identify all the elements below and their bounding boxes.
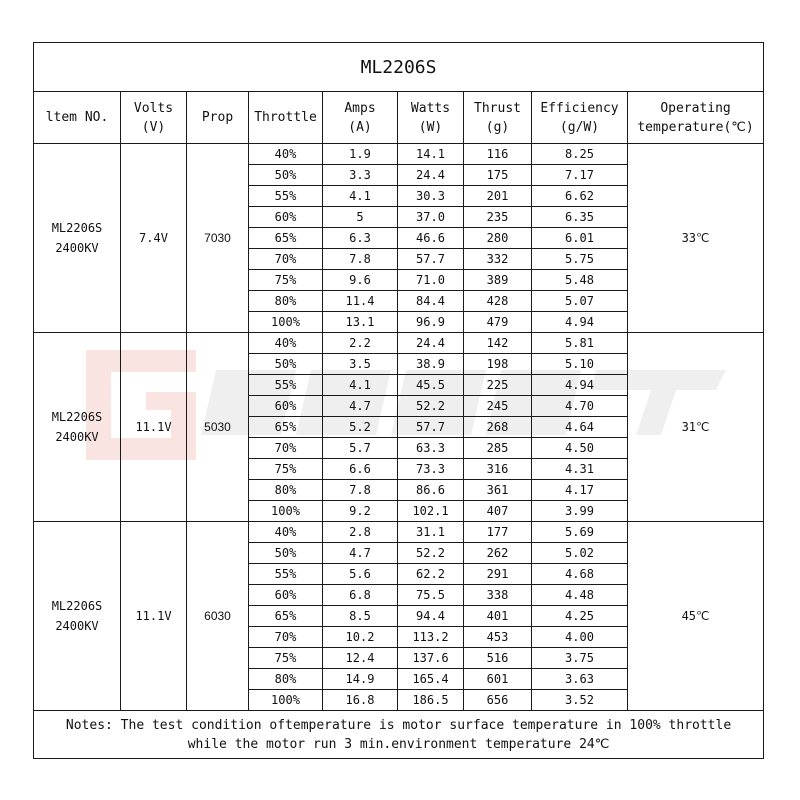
header-line2: (V) [141,119,166,135]
watts-cell: 14.1 [398,144,464,165]
efficiency-cell: 4.50 [532,438,628,459]
amps-cell: 3.5 [323,354,398,375]
efficiency-cell: 5.02 [532,543,628,564]
efficiency-cell: 7.17 [532,165,628,186]
watts-cell: 113.2 [398,627,464,648]
efficiency-cell: 4.68 [532,564,628,585]
watts-cell: 102.1 [398,501,464,522]
watts-cell: 52.2 [398,396,464,417]
throttle-cell: 50% [249,354,323,375]
throttle-cell: 65% [249,417,323,438]
efficiency-cell: 6.62 [532,186,628,207]
throttle-cell: 75% [249,270,323,291]
amps-cell: 4.7 [323,543,398,564]
header-line1: Watts [410,100,451,116]
throttle-cell: 100% [249,690,323,711]
item-no-cell [34,333,121,522]
throttle-cell: 40% [249,333,323,354]
motor-spec-table [33,42,764,759]
throttle-cell: 50% [249,165,323,186]
notes-line2: while the motor run 3 min.environment temperature 24℃ [187,736,610,752]
efficiency-cell: 5.81 [532,333,628,354]
throttle-cell: 50% [249,543,323,564]
thrust-cell: 516 [464,648,532,669]
amps-cell: 7.8 [323,480,398,501]
header-line2: (g) [485,119,510,135]
watts-cell: 71.0 [398,270,464,291]
amps-cell: 4.1 [323,375,398,396]
efficiency-cell: 6.35 [532,207,628,228]
watts-cell: 165.4 [398,669,464,690]
header-cell [464,92,532,144]
item-kv: 2400KV [55,619,99,633]
efficiency-cell: 4.70 [532,396,628,417]
throttle-cell: 75% [249,459,323,480]
amps-cell: 4.7 [323,396,398,417]
amps-cell: 2.2 [323,333,398,354]
volts-cell: 11.1V [121,522,187,711]
thrust-cell: 177 [464,522,532,543]
watts-cell: 94.4 [398,606,464,627]
amps-cell: 9.2 [323,501,398,522]
item-model: ML2206S [51,599,103,613]
item-kv: 2400KV [55,430,99,444]
amps-cell: 7.8 [323,249,398,270]
header-line1: Volts [133,100,174,116]
throttle-cell: 40% [249,144,323,165]
thrust-cell: 401 [464,606,532,627]
table-title: ML2206S [34,43,764,92]
table-row [34,522,764,543]
amps-cell: 11.4 [323,291,398,312]
thrust-cell: 142 [464,333,532,354]
throttle-cell: 100% [249,312,323,333]
efficiency-cell: 5.69 [532,522,628,543]
header-line1: Prop [201,110,234,125]
thrust-cell: 175 [464,165,532,186]
watts-cell: 45.5 [398,375,464,396]
amps-cell: 13.1 [323,312,398,333]
thrust-cell: 389 [464,270,532,291]
thrust-cell: 316 [464,459,532,480]
thrust-cell: 235 [464,207,532,228]
efficiency-cell: 4.64 [532,417,628,438]
throttle-cell: 60% [249,396,323,417]
thrust-cell: 338 [464,585,532,606]
thrust-cell: 361 [464,480,532,501]
watts-cell: 52.2 [398,543,464,564]
temperature-cell: 31℃ [628,333,764,522]
amps-cell: 14.9 [323,669,398,690]
header-cell [249,92,323,144]
efficiency-cell: 5.48 [532,270,628,291]
efficiency-cell: 3.75 [532,648,628,669]
header-line2: (W) [418,119,443,135]
amps-cell: 3.3 [323,165,398,186]
watts-cell: 38.9 [398,354,464,375]
prop-cell: 5030 [187,333,249,522]
thrust-cell: 280 [464,228,532,249]
efficiency-cell: 4.25 [532,606,628,627]
watts-cell: 84.4 [398,291,464,312]
watts-cell: 86.6 [398,480,464,501]
efficiency-cell: 3.63 [532,669,628,690]
efficiency-cell: 4.00 [532,627,628,648]
amps-cell: 4.1 [323,186,398,207]
item-model: ML2206S [51,410,103,424]
throttle-cell: 55% [249,564,323,585]
amps-cell: 5 [323,207,398,228]
amps-cell: 5.7 [323,438,398,459]
watts-cell: 186.5 [398,690,464,711]
item-model: ML2206S [51,221,103,235]
watts-cell: 37.0 [398,207,464,228]
header-line1: ltem NO. [45,110,109,125]
amps-cell: 10.2 [323,627,398,648]
amps-cell: 5.6 [323,564,398,585]
efficiency-cell: 3.99 [532,501,628,522]
item-kv: 2400KV [55,241,99,255]
header-line1: Efficiency [540,100,619,116]
efficiency-cell: 5.75 [532,249,628,270]
amps-cell: 2.8 [323,522,398,543]
table-row [34,144,764,165]
watts-cell: 75.5 [398,585,464,606]
throttle-cell: 60% [249,585,323,606]
watts-cell: 24.4 [398,165,464,186]
amps-cell: 6.6 [323,459,398,480]
thrust-cell: 268 [464,417,532,438]
title-row [34,43,764,92]
thrust-cell: 201 [464,186,532,207]
throttle-cell: 70% [249,627,323,648]
watts-cell: 63.3 [398,438,464,459]
amps-cell: 9.6 [323,270,398,291]
header-line2: (A) [348,119,372,135]
amps-cell: 6.3 [323,228,398,249]
efficiency-cell: 4.94 [532,375,628,396]
throttle-cell: 60% [249,207,323,228]
amps-cell: 1.9 [323,144,398,165]
header-cell [628,92,764,144]
throttle-cell: 70% [249,249,323,270]
efficiency-cell: 4.31 [532,459,628,480]
volts-cell: 7.4V [121,144,187,333]
throttle-cell: 40% [249,522,323,543]
header-line2: temperature(℃) [637,119,754,135]
header-cell [121,92,187,144]
throttle-cell: 55% [249,375,323,396]
header-cell [398,92,464,144]
efficiency-cell: 5.07 [532,291,628,312]
efficiency-cell: 6.01 [532,228,628,249]
thrust-cell: 428 [464,291,532,312]
notes-row [34,711,764,759]
thrust-cell: 198 [464,354,532,375]
amps-cell: 5.2 [323,417,398,438]
throttle-cell: 80% [249,291,323,312]
amps-cell: 12.4 [323,648,398,669]
item-no-cell [34,522,121,711]
amps-cell: 6.8 [323,585,398,606]
throttle-cell: 65% [249,606,323,627]
watts-cell: 57.7 [398,249,464,270]
header-line1: Operating [660,100,731,116]
throttle-cell: 80% [249,480,323,501]
header-cell [34,92,121,144]
throttle-cell: 70% [249,438,323,459]
thrust-cell: 245 [464,396,532,417]
header-line1: Throttle [254,110,317,125]
thrust-cell: 453 [464,627,532,648]
thrust-cell: 601 [464,669,532,690]
throttle-cell: 75% [249,648,323,669]
thrust-cell: 407 [464,501,532,522]
watts-cell: 31.1 [398,522,464,543]
throttle-cell: 80% [249,669,323,690]
thrust-cell: 116 [464,144,532,165]
watts-cell: 137.6 [398,648,464,669]
watts-cell: 46.6 [398,228,464,249]
header-cell [532,92,628,144]
notes-line1: Notes: The test condition oftemperature is motor surface temperature in 100% throttle [65,717,732,733]
watts-cell: 62.2 [398,564,464,585]
watts-cell: 30.3 [398,186,464,207]
watts-cell: 24.4 [398,333,464,354]
thrust-cell: 225 [464,375,532,396]
header-line2: (g/W) [559,119,600,135]
efficiency-cell: 8.25 [532,144,628,165]
thrust-cell: 656 [464,690,532,711]
efficiency-cell: 4.94 [532,312,628,333]
thrust-cell: 285 [464,438,532,459]
efficiency-cell: 4.17 [532,480,628,501]
header-row [34,92,764,144]
throttle-cell: 65% [249,228,323,249]
watts-cell: 96.9 [398,312,464,333]
thrust-cell: 332 [464,249,532,270]
temperature-cell: 33℃ [628,144,764,333]
header-line1: Thrust [474,100,521,116]
watts-cell: 57.7 [398,417,464,438]
notes-cell [34,711,764,759]
amps-cell: 16.8 [323,690,398,711]
volts-cell: 11.1V [121,333,187,522]
header-line1: Amps [344,100,376,116]
thrust-cell: 262 [464,543,532,564]
header-cell [187,92,249,144]
thrust-cell: 291 [464,564,532,585]
efficiency-cell: 5.10 [532,354,628,375]
throttle-cell: 100% [249,501,323,522]
prop-cell: 7030 [187,144,249,333]
header-cell [323,92,398,144]
prop-cell: 6030 [187,522,249,711]
table-row [34,333,764,354]
efficiency-cell: 3.52 [532,690,628,711]
amps-cell: 8.5 [323,606,398,627]
item-no-cell [34,144,121,333]
thrust-cell: 479 [464,312,532,333]
watts-cell: 73.3 [398,459,464,480]
temperature-cell: 45℃ [628,522,764,711]
efficiency-cell: 4.48 [532,585,628,606]
throttle-cell: 55% [249,186,323,207]
